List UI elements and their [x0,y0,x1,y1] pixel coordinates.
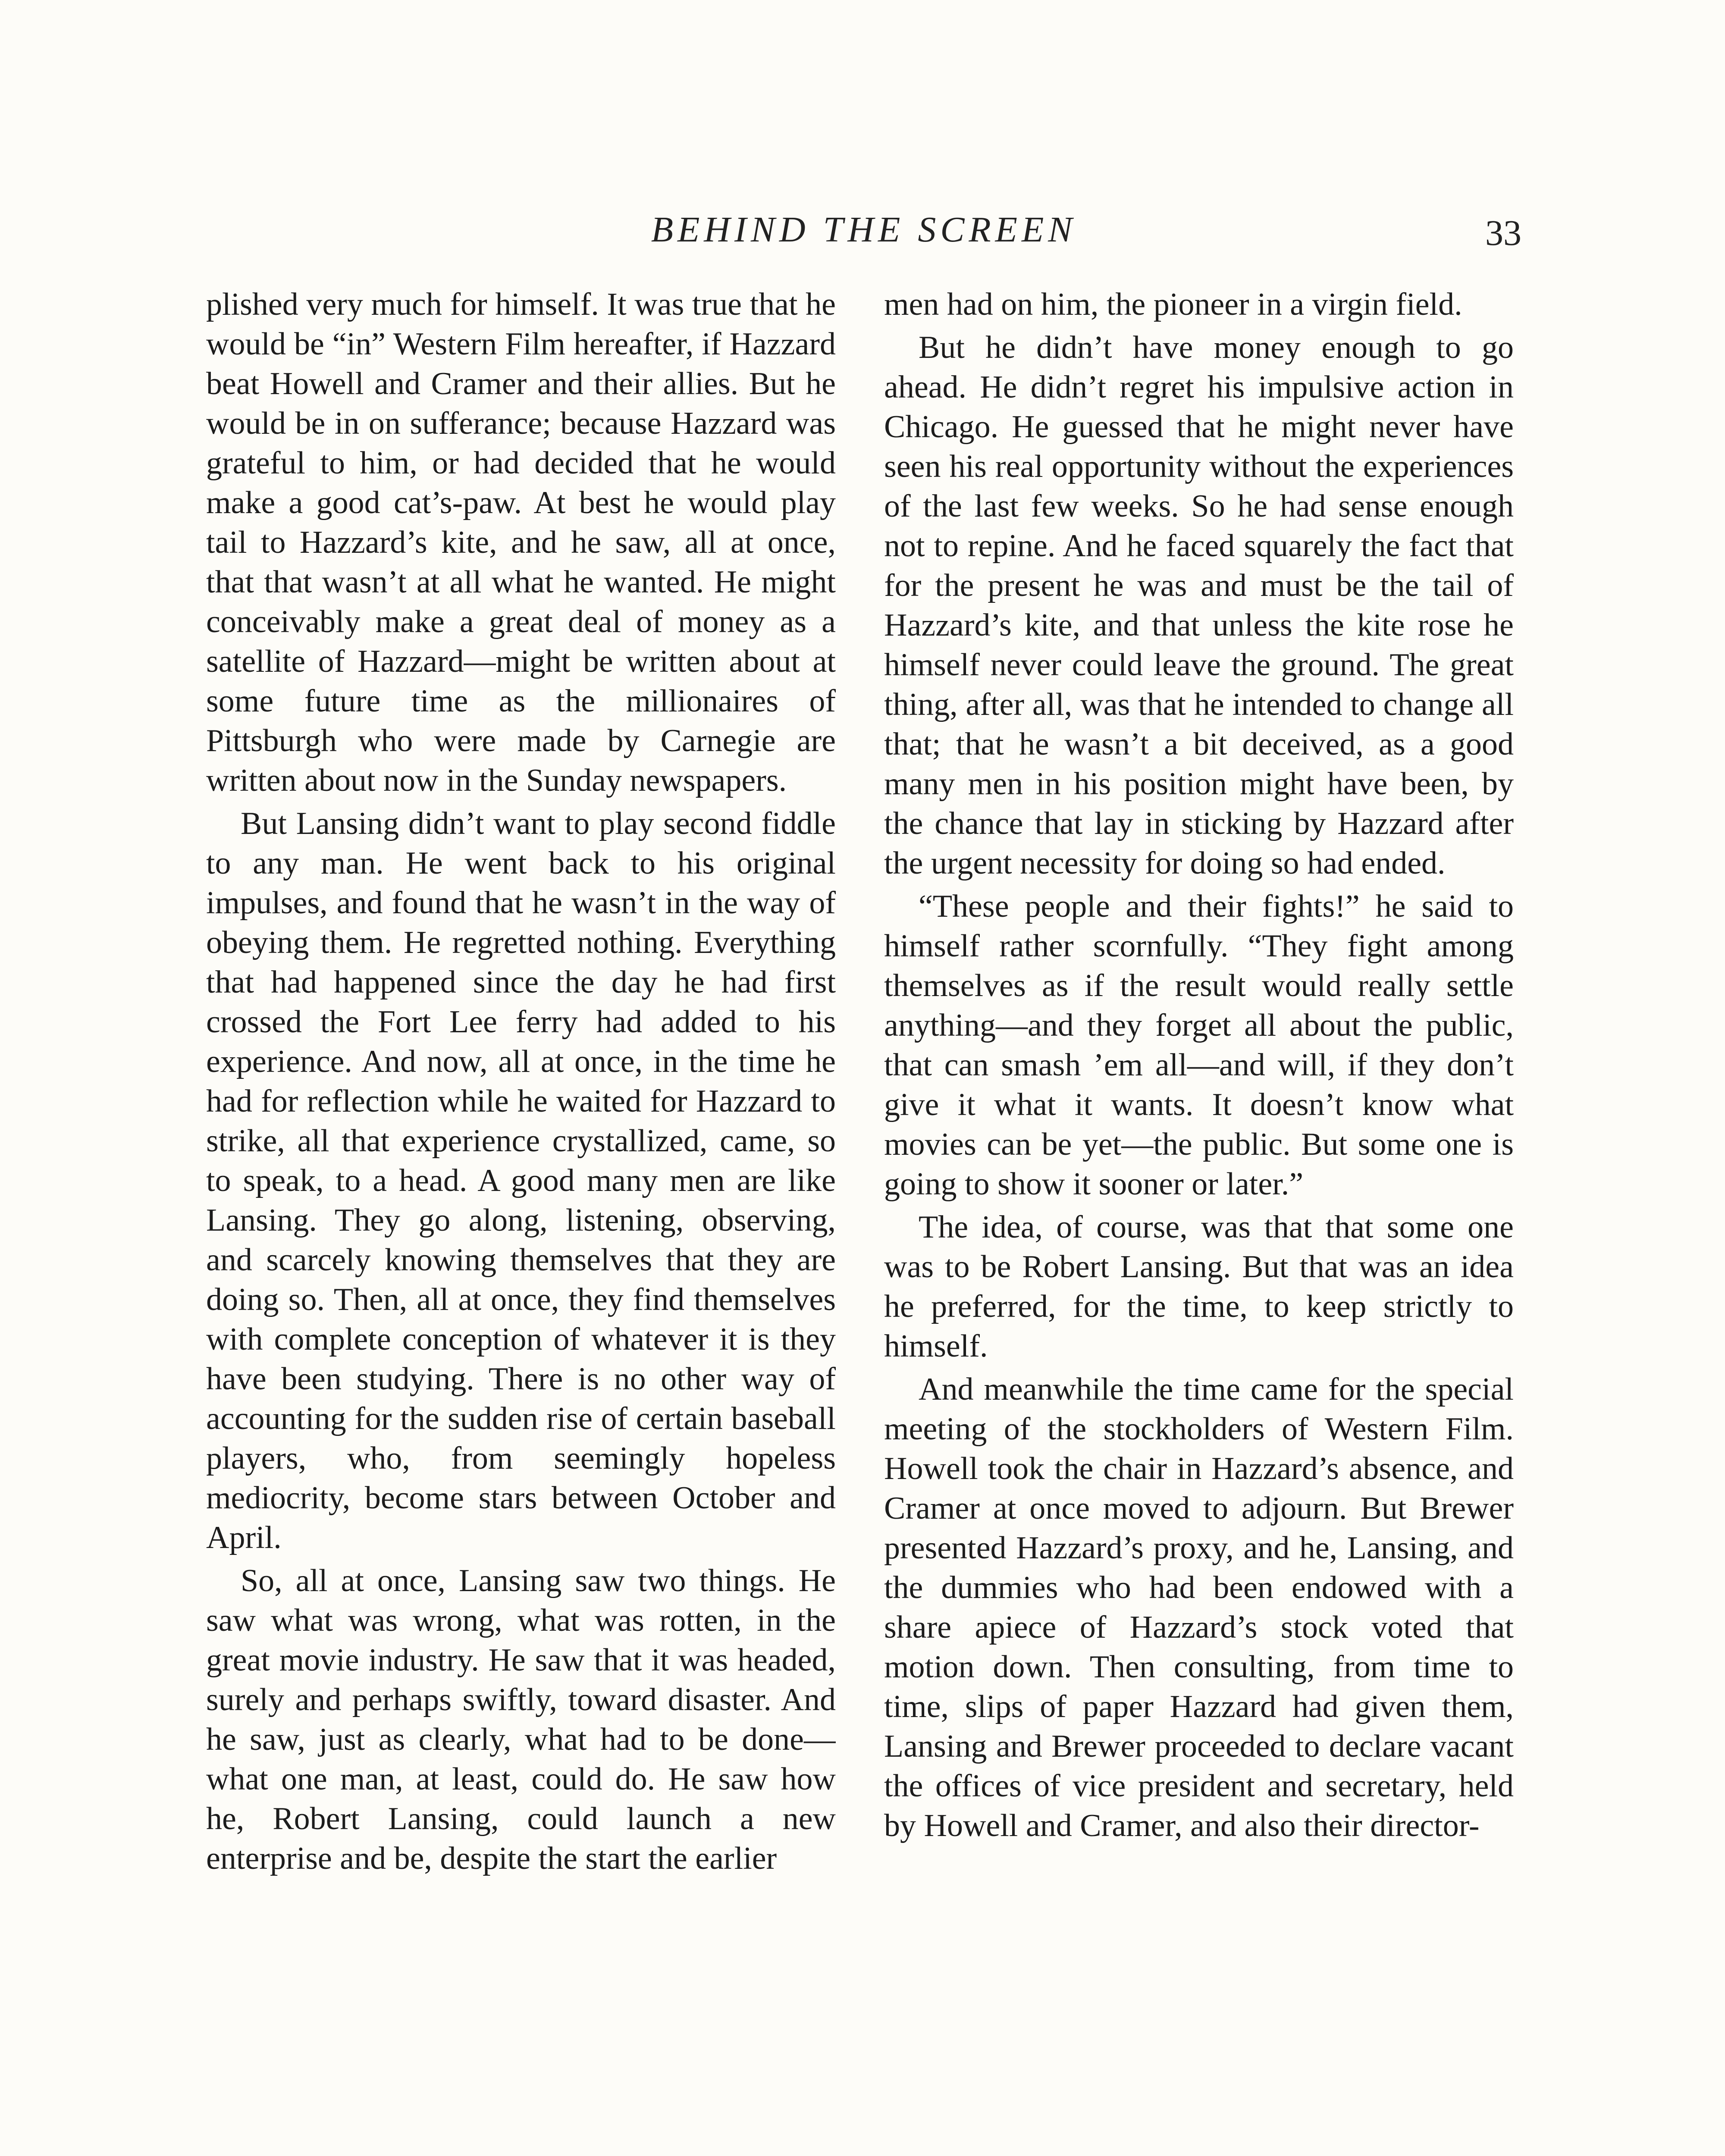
running-title: BEHIND THE SCREEN [651,210,1077,250]
text-column-left [206,285,836,2156]
paragraph: But he didn’t have money enough to go ahead. He didn’t regret his impulsive action in Chicago. He guessed that he might never have seen his real opportunity without the experiences of the last few weeks. So he had sense enough not to repine. And he faced squarely the fact that for the present he was and must be the tail of Hazzard’s kite, and that unless the kite rose he himself never could leave the ground. The great thing, after all, was that he intended to change all that; that he wasn’t a bit deceived, as a good many men in his position might have been, by the chance that lay in sticking by Hazzard after the urgent necessity for doing so had ended. [884,330,1514,881]
paragraph: “These people and their fights!” he said to himself rather scornfully. “They fight among themselves as if the result would really settle anything—and they forget all about the public, that can smash ’em all—and will, if they don’t give it what it wants. It doesn’t know what movies can be yet—the public. But some one is going to show it sooner or later.” [884,889,1514,1202]
paragraph: The idea, of course, was that that some one was to be Robert Lansing. But that was an idea he preferred, for the time, to keep strictly to himself. [884,1210,1514,1364]
page-number: 33 [1485,213,1521,253]
running-head [206,206,1521,254]
paragraph: men had on him, the pioneer in a virgin field. [884,287,1462,322]
paragraph: But Lansing didn’t want to play second fiddle to any man. He went back to his original impulses, and found that he wasn’t in the way of obeying them. He regretted nothing. Everything that had happened since the day he had first crossed the Fort Lee ferry had added to his experience. And now, all at once, in the time he had for reflection while he waited for Hazzard to strike, all that experience crystallized, came, so to speak, to a head. A good many men are like Lansing. They go along, listening, observing, and scarcely knowing themselves that they are doing so. Then, all at once, they find themselves with complete conception of whatever it is they have been studying. There is no other way of accounting for the sudden rise of certain baseball players, who, from seemingly hopeless mediocrity, become stars between October and April. [206,806,836,1555]
paragraph: So, all at once, Lansing saw two things. He saw what was wrong, what was rotten, in the great movie industry. He saw that it was headed, surely and perhaps swiftly, toward disaster. And he saw, just as clearly, what had to be done—what one man, at least, could do. He saw how he, Robert Lansing, could launch a new enterprise and be, despite the start the earlier [206,1563,836,1876]
paragraph: And meanwhile the time came for the special meeting of the stockholders of Western Film. Howell took the chair in Hazzard’s absence, and Cramer at once moved to adjourn. But Brewer presented Hazzard’s proxy, and he, Lansing, and the dummies who had been endowed with a share apiece of Hazzard’s stock voted that motion down. Then consulting, from time to time, slips of paper Hazzard had given them, Lansing and Brewer proceeded to declare vacant the offices of vice president and secretary, held by Howell and Cramer, and also their director- [884,1372,1514,1843]
text-column-right [884,285,1514,2156]
paragraph: plished very much for himself. It was true that he would be “in” Western Film hereafter, if Hazzard beat Howell and Cramer and their allies. But he would be in on sufferance; because Hazzard was grateful to him, or had decided that he would make a good cat’s-paw. At best he would play tail to Hazzard’s kite, and he saw, all at once, that that wasn’t at all what he wanted. He might conceivably make a great deal of money as a satellite of Hazzard—might be written about at some future time as the millionaires of Pittsburgh who were made by Carnegie are written about now in the Sunday newspapers. [206,287,836,798]
